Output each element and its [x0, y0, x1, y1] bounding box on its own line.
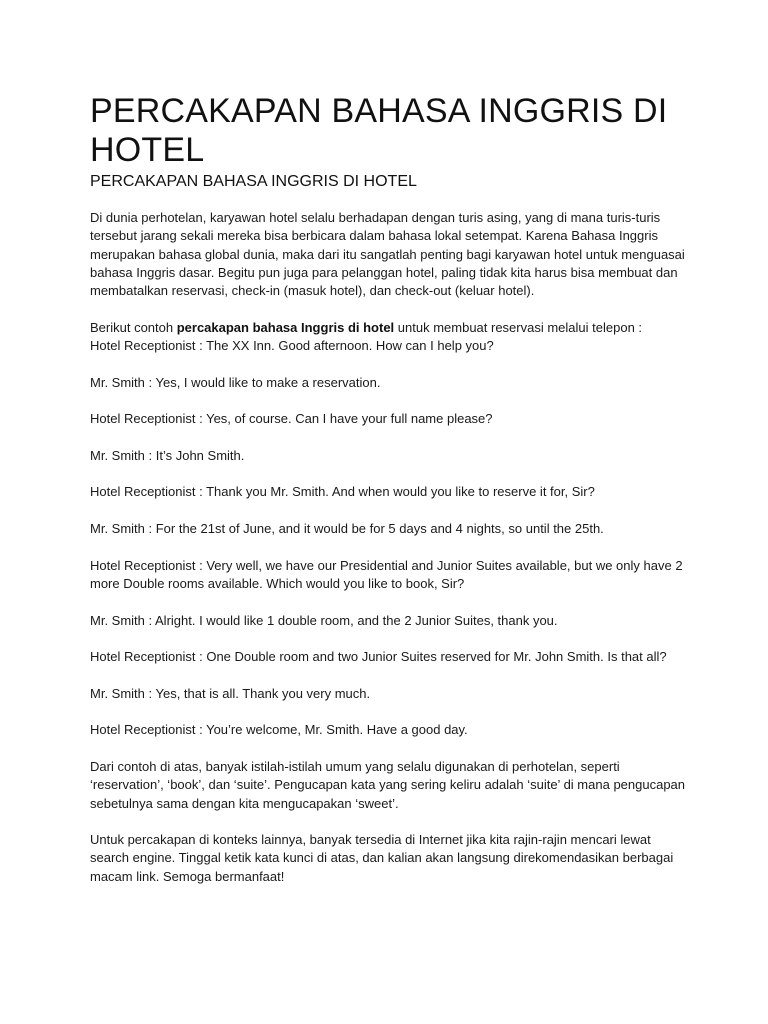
dialogue-line: Mr. Smith : It’s John Smith. — [90, 447, 245, 463]
document-subtitle: PERCAKAPAN BAHASA INGGRIS DI HOTEL — [90, 173, 417, 190]
example-intro-keyword: percakapan bahasa Inggris di hotel — [176, 319, 395, 335]
dialogue-line: Hotel Receptionist : Very well, we have our Presidential and Junior Suites available, but we only have 2 more Double rooms available. Which would you like to book, Sir? — [90, 557, 683, 591]
dialogue-line: Hotel Receptionist : One Double room and two Junior Suites reserved for Mr. John Smith. Is that all? — [90, 649, 667, 665]
dialogue-line: Mr. Smith : Alright. I would like 1 double room, and the 2 Junior Suites, thank you. — [90, 612, 558, 628]
dialogue-line: Mr. Smith : For the 21st of June, and it would be for 5 days and 4 nights, so until the 25th. — [90, 521, 604, 537]
closing-paragraph: Dari contoh di atas, banyak istilah-istilah umum yang selalu digunakan di perhotelan, seperti ‘reservation’, ‘book’, dan ‘suite’. Pengucapan kata yang sering keliru adalah ‘suite’ di mana pengucapan sebetulnya sama dengan kita mengucapakan ‘sweet’. — [90, 758, 686, 811]
dialogue-line: Hotel Receptionist : The XX Inn. Good afternoon. How can I help you? — [90, 338, 494, 354]
example-intro-suffix: untuk membuat reservasi melalui telepon : — [394, 319, 643, 335]
closing-paragraph: Untuk percakapan di konteks lainnya, banyak tersedia di Internet jika kita rajin-rajin mencari lewat search engine. Tinggal ketik kata kunci di atas, dan kalian akan langsung direkomendasikan berbagai macam link. Semoga bermanfaat! — [90, 832, 674, 884]
document-title: PERCAKAPAN BAHASA INGGRIS DI HOTEL — [90, 92, 668, 169]
dialogue-line: Hotel Receptionist : Yes, of course. Can I have your full name please? — [90, 411, 493, 427]
dialogue-line: Hotel Receptionist : You’re welcome, Mr. Smith. Have a good day. — [90, 722, 468, 738]
dialogue-line: Mr. Smith : Yes, that is all. Thank you very much. — [90, 685, 371, 701]
example-intro-paragraph — [90, 319, 690, 337]
dialogue-line: Mr. Smith : Yes, I would like to make a reservation. — [90, 374, 381, 390]
document-page — [90, 92, 690, 886]
intro-paragraph: Di dunia perhotelan, karyawan hotel selalu berhadapan dengan turis asing, yang di mana turis-turis tersebut jarang sekali mereka bisa berbicara dalam bahasa lokal setempat. Karena Bahasa Inggris merupakan bahasa global dunia, maka dari itu sangatlah penting bagi karyawan hotel untuk menguasai bahasa Inggris dasar. Begitu pun juga para pelanggan hotel, paling tidak kita harus bisa membuat dan membatalkan reservasi, check-in (masuk hotel), dan check-out (keluar hotel). — [90, 210, 685, 299]
example-intro-text: Berikut contoh — [90, 319, 177, 335]
dialogue-line: Hotel Receptionist : Thank you Mr. Smith. And when would you like to reserve it for, Sir? — [90, 484, 595, 500]
